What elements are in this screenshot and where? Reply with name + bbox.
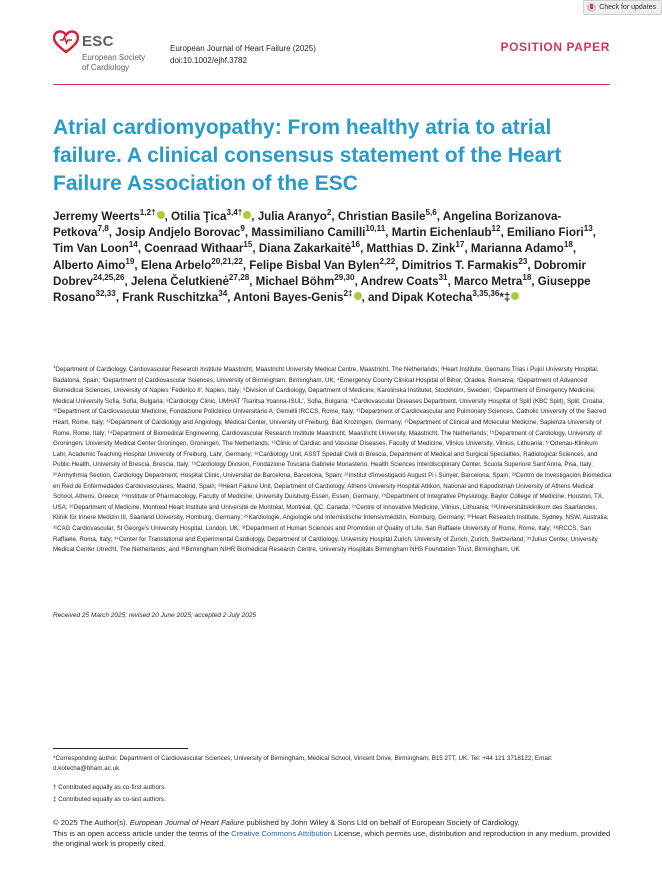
license-part3: This is an open access article under the terms of the <box>53 828 232 838</box>
corresponding-mark: *‡ <box>499 291 511 305</box>
license-journal: European Journal of Heart Failure <box>129 818 245 827</box>
cc-by-link[interactable]: Creative Commons Attribution <box>231 828 332 838</box>
author-name: , Diana Zakarkaitė <box>252 242 352 256</box>
author-name: , Jelena Čelutkienė <box>124 274 229 288</box>
corresponding-author-note: *Corresponding author. Department of Cardiovascular Sciences, University of Birmingham, Medical School, Vincent Drive, Birmingham, B15 2TT, UK. Tel: +44 121 3718122, Email: d.kotecha@bham.ac.uk <box>53 755 553 772</box>
license-part4: License, which permits use, distribution and reproduction in any medium, provided the original work is properly cited. <box>53 828 611 849</box>
author-affil: 27,28 <box>228 272 250 282</box>
author-name: , Marianna Adamo <box>464 242 564 256</box>
orcid-icon[interactable] <box>511 292 519 300</box>
author-name: , Christian Basile <box>331 210 426 223</box>
logo-line-1: European Society <box>82 53 146 62</box>
orcid-icon[interactable] <box>354 292 362 300</box>
affil-first-mark: 1 <box>53 363 56 369</box>
author-affil: 9 <box>240 224 245 234</box>
journal-name: European Journal of Heart Failure (2025) <box>170 44 316 53</box>
author-affil: 3,4† <box>226 208 243 218</box>
author-name: , Frank Ruschitzka <box>115 291 219 305</box>
license-part2: published by John Wiley & Sons Ltd on behalf of European Society of Cardiology. <box>244 818 520 827</box>
author-name: , Giuseppe Rosano <box>53 274 591 305</box>
author-affil: 24,25,26 <box>92 272 125 282</box>
author-name: , Coenraad Withaar <box>137 242 244 256</box>
footnote-divider <box>53 748 188 749</box>
logo-line-2: of Cardiology <box>82 63 130 72</box>
author-affil: 2‡ <box>343 289 353 299</box>
author-name: , Dimitrios T. Farmakis <box>395 258 519 272</box>
co-last-note: ‡ Contributed equally as co-last authors. <box>53 796 166 803</box>
author-affil: 14 <box>128 240 138 250</box>
author-name: , Marco Metra <box>447 274 523 288</box>
author-name: , Elena Arbelo <box>134 258 212 272</box>
affiliations-text: Department of Cardiology, Cardiovascular Research Institute Maastricht, Maastricht University Medical Centre, Maastricht, The Netherlands; ²Heart Institute, Germans Trias i Pujol University Hospital, Badalona, Spain; ³Department of Cardiovascular Sciences, University of Birmingham, Birmingham, UK; ⁴Emergency County Clinical Hospital of Bihor, Oradea, Romania; ⁵Department of Advanced Biomedical Sciences, University of Naples 'Federico II', Naples, Italy; ⁶Division of Cardiology, Department of Medicine, Karolinska Institutet, Stockholm, Sweden; ⁷Department of Emergency Medicine, Medical University Sofia, Sofia, Bulgaria; ⁸Cardiology Clinic, UMHAT 'Tsaritsa Yoanna-ISUL', Sofia, Bulgaria; ⁹Cardiovascular Diseases Department, University Hospital of Split (KBC Split), Split, Croatia; ¹⁰Department of Cardiovascular Medicine, Fondazione Policlinico Universitario A. Gemelli IRCCS, Rome, Italy; ¹¹Department of Cardiovascular and Pulmonary Sciences, Catholic University of the Sacred Heart, Rome, Italy; ¹²Department of Cardiology and Angiology, Medical Center, University of Freiburg, Bad Krozingen, Germany; ¹³Department of Clinical and Molecular Medicine, Sapienza University of Rome, Rome, Italy; ¹⁴Department of Biomedical Engineering, Cardiovascular Research Institute Maastricht, Maastricht University, Maastricht, The Netherlands; ¹⁵Department of Cardiology, University of Groningen, University Medical Center Groningen, Groningen, The Netherlands; ¹⁶Clinic of Cardiac and Vascular Diseases, Faculty of Medicine, Vilnius University, Vilnius, Lithuania; ¹⁷Ortenau-Klinikum Lahr, Academic Teaching Hospital University of Freiburg, Lahr, Germany; ¹⁸Cardiology Unit, ASST Spedali Civili di Brescia, Department of Medical and Surgical Specialties, Radiological Sciences, and Public Health, University of Brescia, Brescia, Italy; ¹⁹Cardiology Division, Fondazione Toscana Gabriele Monasterio, Health Sciences Interdisciplinary Center, Scuola Superiore Sant'Anna, Pisa, Italy; ²⁰Arrhythmia Section, Cardiology Department, Hospital Clinic, Universitat de Barcelona, Barcelona, Spain; ²¹Institut d'Investigació August Pi i Sunyer, Barcelona, Spain; ²²Centro de Investigación Biomédica en Red de Enfermedades Cardiovasculares, Madrid, Spain; ²³Heart Failure Unit, Department of Cardiology, Athens University Hospital Attikon, National and Kapodistrian University of Athens Medical School, Athens, Greece; ²⁴Institute of Pharmacology, Faculty of Medicine, University Duisburg-Essen, Essen, Germany; ²⁵Department of Integrative Physiology, Baylor College of Medicine, Houston, TX, USA; ²⁶Department of Medicine, Montreal Heart Institute and Université de Montréal, Montréal, QC, Canada; ²⁷Centre of Innovative Medicine, Vilnius, Lithuania; ²⁸Universitätsklinikum des Saarlandes, Klinik für Innere Medizin III, Saarland University, Homburg, Germany; ²⁹Kardiologie, Angiologie und Internistische Intensivmedizin, Homburg, Germany; ³⁰Heart Research Institute, Sydney, NSW, Australia; ³¹CAG Cardiovascular, St George's University Hospital, London, UK; ³²Department of Human Sciences and Promotion of Quality of Life, San Raffaele University of Rome, Rome, Italy; ³³IRCCS, San Raffaele, Roma, Italy; ³⁴Center for Translational and Experimental Cardiology, Department of Cardiology, University Hospital Zurich, University of Zurich, Zurich, Switzerland; ³⁵Julius Center, University Medical Center Utrecht, The Netherlands; and ³⁶Birmingham NIHR Biomedical Research Centre, University Hospitals Birmingham NHS Foundation Trust, Birmingham, UK <box>53 366 612 554</box>
author-name: , Josip Andjelo Borovac <box>108 226 241 240</box>
check-for-updates-badge[interactable] <box>583 0 662 15</box>
author-list <box>53 209 613 306</box>
paper-type-label: POSITION PAPER <box>500 40 610 54</box>
author-name: , Emiliano Fiori <box>500 226 584 240</box>
license-part1: © 2025 The Author(s). <box>53 818 130 827</box>
article-title: Atrial cardiomyopathy: From healthy atria to atrial failure. A clinical consensus statement of the Heart Failure Association of the ESC <box>53 116 562 195</box>
author-name: , Antoni Bayes-Genis <box>227 291 344 305</box>
author-name: , Otilia Ţica <box>164 210 227 223</box>
logo-fullname <box>82 53 162 73</box>
author-affil: 19 <box>125 256 135 266</box>
crossmark-icon <box>587 3 596 12</box>
affiliations <box>53 365 613 556</box>
author-name: , Angelina Borizanova-Petkova <box>53 210 562 240</box>
author-name: , Felipe Bisbal Van Bylen <box>242 258 380 272</box>
author-name: Jerremy Weerts <box>53 210 140 223</box>
author-name: , Dobromir Dobrev <box>53 258 586 288</box>
author-name: , Tim Van Loon <box>53 226 596 256</box>
author-affil: 18 <box>522 272 532 282</box>
heart-logo-icon <box>53 30 79 54</box>
author-affil: 3,35,36 <box>472 289 500 299</box>
author-affil: 13 <box>583 224 593 234</box>
author-affil: 23 <box>518 256 528 266</box>
author-affil: 2,22 <box>379 256 396 266</box>
author-affil: 1,2† <box>139 208 156 218</box>
author-affil: 2 <box>326 208 332 218</box>
author-name: , Martin Eichenlaub <box>385 226 492 240</box>
author-affil: 31 <box>438 272 448 282</box>
author-affil: 16 <box>351 240 361 250</box>
co-first-note: † Contributed equally as co-first authors. <box>53 784 167 791</box>
journal-info <box>170 43 316 67</box>
author-affil: 12 <box>491 224 501 234</box>
author-affil: 15 <box>243 240 253 250</box>
orcid-icon[interactable] <box>157 211 165 219</box>
author-name: , Julia Aranyo <box>251 210 327 223</box>
author-name: , Michael Böhm <box>249 274 335 288</box>
esc-logo <box>53 30 163 76</box>
doi-link[interactable]: doi:10.1002/ejhf.3782 <box>170 56 247 65</box>
author-affil: 17 <box>455 240 465 250</box>
author-affil: 10,11 <box>365 224 386 234</box>
check-for-updates-label: Check for updates <box>599 4 656 11</box>
author-affil: 34 <box>218 289 228 299</box>
logo-acronym: ESC <box>82 33 114 50</box>
author-name: , Matthias D. Zink <box>360 242 456 256</box>
author-name: , Andrew Coats <box>354 274 439 288</box>
author-affil: 5,6 <box>425 208 437 218</box>
author-affil: 29,30 <box>334 272 355 282</box>
received-dates: Received 25 March 2025; revised 20 June 2025; accepted 2 July 2025 <box>53 612 257 619</box>
author-name: , and Dipak Kotecha <box>361 291 473 305</box>
license-statement <box>53 818 613 850</box>
header-divider <box>53 84 610 85</box>
author-affil: 20,21,22 <box>211 256 243 266</box>
author-name: , Alberto Aimo <box>53 242 577 272</box>
author-affil: 32,33 <box>95 289 116 299</box>
author-affil: 7,8 <box>97 224 109 234</box>
author-name: , Massimiliano Camilli <box>244 226 366 240</box>
author-affil: 18 <box>563 240 573 250</box>
